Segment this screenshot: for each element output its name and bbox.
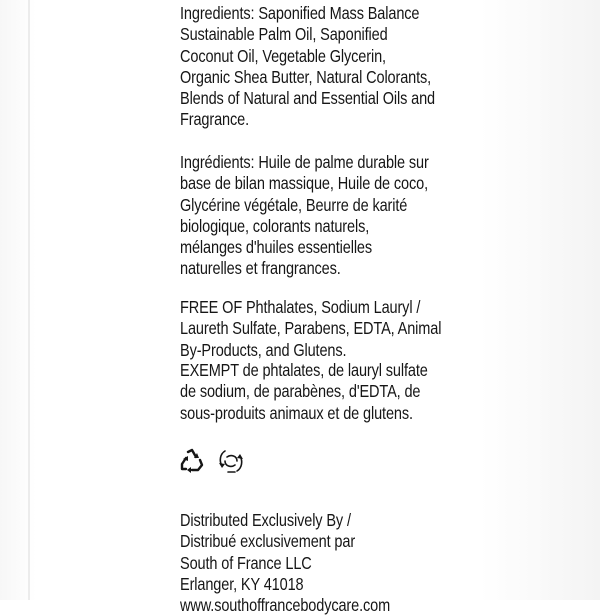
ingredients-fr-line: biologique, colorants naturels, (180, 215, 370, 236)
ingredients-en-line: Ingredients: Saponified Mass Balance (180, 3, 420, 23)
free-of-fr-line: sous-produits animaux et de glutens. (180, 402, 413, 423)
ingredients-en-line: Sustainable Palm Oil, Saponified (180, 24, 388, 45)
ingredients-en-line: Fragrance. (180, 109, 249, 130)
ingredients-english (180, 3, 435, 131)
compostable-icon (216, 447, 246, 475)
free-of-en-line: By-Products, and Glutens. (180, 339, 347, 360)
ingredients-french (180, 152, 429, 280)
free-of-fr-line: EXEMPT de phtalates, de lauryl sulfate (180, 360, 428, 380)
free-of-en-line: FREE OF Phthalates, Sodium Lauryl / (180, 297, 421, 317)
free-of-en-line: Laureth Sulfate, Parabens, EDTA, Animal (180, 318, 442, 339)
ingredients-en-line: Blends of Natural and Essential Oils and (180, 88, 436, 109)
distributor-website: www.southoffrancebodycare.com (180, 595, 391, 616)
distributor-info (180, 510, 390, 616)
ingredients-fr-line: Glycérine végétale, Beurre de karité (180, 194, 408, 215)
ingredients-fr-line: base de bilan massique, Huile de coco, (180, 173, 429, 194)
ingredients-en-line: Organic Shea Butter, Natural Colorants, (180, 66, 432, 87)
ingredients-en-line: Coconut Oil, Vegetable Glycerin, (180, 45, 386, 66)
distributor-company: South of France LLC (180, 552, 312, 573)
ingredients-fr-line: Ingrédients: Huile de palme durable sur (180, 152, 429, 172)
free-of-english (180, 297, 441, 361)
free-of-french (180, 360, 428, 424)
recycle-icon (178, 447, 206, 475)
distributor-line: Distribué exclusivement par (180, 531, 356, 552)
distributor-line: Distributed Exclusively By / (180, 510, 351, 530)
ingredients-fr-line: naturelles et frangrances. (180, 258, 341, 279)
eco-icons (178, 447, 248, 477)
ingredients-fr-line: mélanges d'huiles essentielles (180, 237, 373, 258)
free-of-fr-line: de sodium, de parabènes, d'EDTA, de (180, 381, 421, 402)
package-fold-edge (28, 0, 30, 600)
distributor-address: Erlanger, KY 41018 (180, 573, 304, 594)
